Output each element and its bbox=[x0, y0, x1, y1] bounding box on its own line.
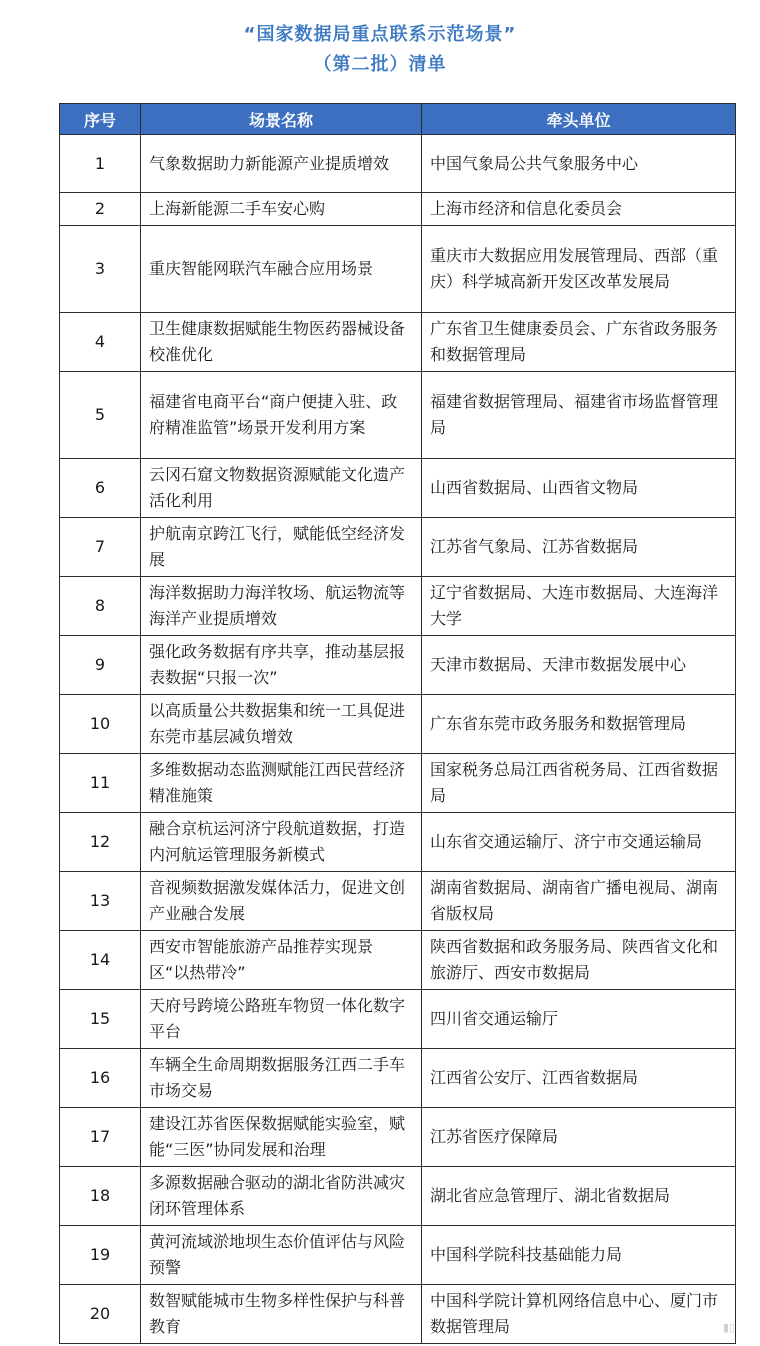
row-scenario-name: 强化政务数据有序共享，推动基层报表数据“只报一次” bbox=[141, 636, 422, 695]
row-serial-number: 17 bbox=[60, 1108, 141, 1167]
table-row bbox=[60, 193, 736, 226]
row-scenario-name: 气象数据助力新能源产业提质增效 bbox=[141, 135, 422, 193]
row-serial-number: 19 bbox=[60, 1226, 141, 1285]
row-serial-number: 15 bbox=[60, 990, 141, 1049]
table-row bbox=[60, 372, 736, 459]
row-scenario-name: 西安市智能旅游产品推荐实现景区“以热带冷” bbox=[141, 931, 422, 990]
table-row bbox=[60, 931, 736, 990]
row-serial-number: 20 bbox=[60, 1285, 141, 1344]
table-header-row bbox=[60, 104, 736, 135]
row-lead-unit: 湖北省应急管理厅、湖北省数据局 bbox=[422, 1167, 736, 1226]
row-scenario-name: 多源数据融合驱动的湖北省防洪减灾闭环管理体系 bbox=[141, 1167, 422, 1226]
row-lead-unit: 湖南省数据局、湖南省广播电视局、湖南省版权局 bbox=[422, 872, 736, 931]
row-lead-unit: 山东省交通运输厅、济宁市交通运输局 bbox=[422, 813, 736, 872]
header-serial-number: 序号 bbox=[60, 104, 141, 135]
table-row bbox=[60, 226, 736, 313]
row-scenario-name: 数智赋能城市生物多样性保护与科普教育 bbox=[141, 1285, 422, 1344]
page-title-line2: （第二批）清单 bbox=[313, 54, 447, 75]
row-lead-unit: 中国气象局公共气象服务中心 bbox=[422, 135, 736, 193]
row-serial-number: 12 bbox=[60, 813, 141, 872]
row-serial-number: 4 bbox=[60, 313, 141, 372]
row-lead-unit: 江苏省气象局、江苏省数据局 bbox=[422, 518, 736, 577]
table-row bbox=[60, 636, 736, 695]
row-lead-unit: 辽宁省数据局、大连市数据局、大连海洋大学 bbox=[422, 577, 736, 636]
row-scenario-name: 海洋数据助力海洋牧场、航运物流等海洋产业提质增效 bbox=[141, 577, 422, 636]
row-scenario-name: 音视频数据激发媒体活力，促进文创产业融合发展 bbox=[141, 872, 422, 931]
table-row bbox=[60, 872, 736, 931]
row-scenario-name: 车辆全生命周期数据服务江西二手车市场交易 bbox=[141, 1049, 422, 1108]
row-lead-unit: 江西省公安厅、江西省数据局 bbox=[422, 1049, 736, 1108]
table-row bbox=[60, 990, 736, 1049]
table-row bbox=[60, 1108, 736, 1167]
table-row bbox=[60, 1049, 736, 1108]
table-row bbox=[60, 1226, 736, 1285]
table-row bbox=[60, 695, 736, 754]
row-serial-number: 5 bbox=[60, 372, 141, 459]
row-serial-number: 9 bbox=[60, 636, 141, 695]
header-lead-unit: 牵头单位 bbox=[422, 104, 736, 135]
row-lead-unit: 中国科学院计算机网络信息中心、厦门市数据管理局 bbox=[422, 1285, 736, 1344]
row-serial-number: 18 bbox=[60, 1167, 141, 1226]
row-scenario-name: 护航南京跨江飞行，赋能低空经济发展 bbox=[141, 518, 422, 577]
table-row bbox=[60, 313, 736, 372]
row-lead-unit: 重庆市大数据应用发展管理局、西部（重庆）科学城高新开发区改革发展局 bbox=[422, 226, 736, 313]
table-row bbox=[60, 1285, 736, 1344]
row-scenario-name: 天府号跨境公路班车物贸一体化数字平台 bbox=[141, 990, 422, 1049]
table-row bbox=[60, 459, 736, 518]
row-lead-unit: 中国科学院科技基础能力局 bbox=[422, 1226, 736, 1285]
row-serial-number: 7 bbox=[60, 518, 141, 577]
row-scenario-name: 多维数据动态监测赋能江西民营经济精准施策 bbox=[141, 754, 422, 813]
page-title-line1: “国家数据局重点联系示范场景” bbox=[243, 24, 517, 45]
row-lead-unit: 陕西省数据和政务服务局、陕西省文化和旅游厅、西安市数据局 bbox=[422, 931, 736, 990]
row-lead-unit: 上海市经济和信息化委员会 bbox=[422, 193, 736, 226]
row-scenario-name: 福建省电商平台“商户便捷入驻、政府精准监管”场景开发利用方案 bbox=[141, 372, 422, 459]
table-row bbox=[60, 813, 736, 872]
row-lead-unit: 广东省东莞市政务服务和数据管理局 bbox=[422, 695, 736, 754]
row-scenario-name: 重庆智能网联汽车融合应用场景 bbox=[141, 226, 422, 313]
row-scenario-name: 上海新能源二手车安心购 bbox=[141, 193, 422, 226]
row-lead-unit: 山西省数据局、山西省文物局 bbox=[422, 459, 736, 518]
row-serial-number: 11 bbox=[60, 754, 141, 813]
row-scenario-name: 融合京杭运河济宁段航道数据，打造内河航运管理服务新模式 bbox=[141, 813, 422, 872]
row-lead-unit: 国家税务总局江西省税务局、江西省数据局 bbox=[422, 754, 736, 813]
watermark-icon: ▮▯ bbox=[722, 1321, 736, 1334]
row-lead-unit: 广东省卫生健康委员会、广东省政务服务和数据管理局 bbox=[422, 313, 736, 372]
header-scenario-name: 场景名称 bbox=[141, 104, 422, 135]
row-scenario-name: 卫生健康数据赋能生物医药器械设备校准优化 bbox=[141, 313, 422, 372]
row-serial-number: 1 bbox=[60, 135, 141, 193]
row-serial-number: 16 bbox=[60, 1049, 141, 1108]
table-row bbox=[60, 1167, 736, 1226]
row-serial-number: 13 bbox=[60, 872, 141, 931]
row-serial-number: 14 bbox=[60, 931, 141, 990]
table-row bbox=[60, 754, 736, 813]
row-lead-unit: 福建省数据管理局、福建省市场监督管理局 bbox=[422, 372, 736, 459]
row-scenario-name: 云冈石窟文物数据资源赋能文化遗产活化利用 bbox=[141, 459, 422, 518]
row-scenario-name: 以高质量公共数据集和统一工具促进东莞市基层减负增效 bbox=[141, 695, 422, 754]
row-lead-unit: 江苏省医疗保障局 bbox=[422, 1108, 736, 1167]
row-serial-number: 10 bbox=[60, 695, 141, 754]
row-serial-number: 2 bbox=[60, 193, 141, 226]
row-scenario-name: 黄河流域淤地坝生态价值评估与风险预警 bbox=[141, 1226, 422, 1285]
row-serial-number: 6 bbox=[60, 459, 141, 518]
row-lead-unit: 天津市数据局、天津市数据发展中心 bbox=[422, 636, 736, 695]
table-row bbox=[60, 135, 736, 193]
row-serial-number: 8 bbox=[60, 577, 141, 636]
table-row bbox=[60, 577, 736, 636]
row-scenario-name: 建设江苏省医保数据赋能实验室，赋能“三医”协同发展和治理 bbox=[141, 1108, 422, 1167]
row-lead-unit: 四川省交通运输厅 bbox=[422, 990, 736, 1049]
scenario-table bbox=[59, 103, 736, 1344]
table-row bbox=[60, 518, 736, 577]
row-serial-number: 3 bbox=[60, 226, 141, 313]
